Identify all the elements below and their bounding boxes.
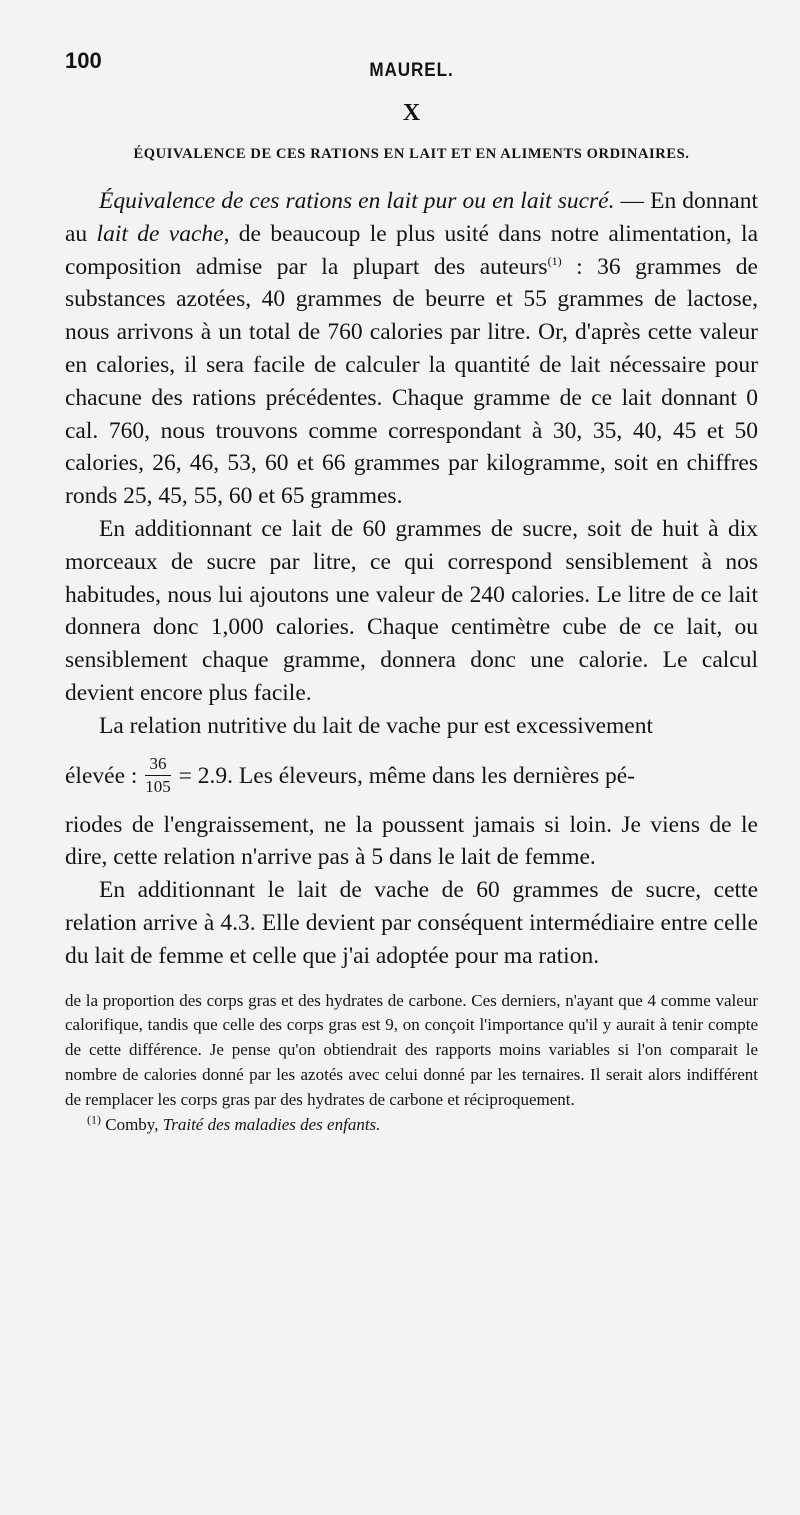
footnote-1-marker: (1) [87,1111,101,1126]
body-text [65,185,758,973]
text-span: — En donnant au [65,188,758,247]
chapter-number: X [402,100,421,126]
footnote-continuation: de la proportion des corps gras et des hydrates de carbone. Ces derniers, n'ayant que 4 comme valeur calorifique, tandis que celle des corps gras est 9, on conçoit l'importance qu'il y aurait à tenir compte de cette différence. Je pense qu'on obtiendrait des rapports moins variables si l'on comparait le nombre de calories donné par les azotés avec celui donné par les ternaires. Il serait alors indifférent de remplacer les corps gras par des hydrates de carbone et réciproquement. [65,990,758,1109]
text-span: élevée : [65,762,144,789]
paragraph-relation-sucre: En additionnant le lait de vache de 60 grammes de sucre, cette relation arrive à 4.3. Elle devient par conséquent intermédiaire entre celle du lait de femme et celle que j'ai adoptée pour ma ration. [65,877,758,969]
italic-lait-de-vache: lait de vache [96,220,224,247]
book-page [0,48,800,1515]
running-title: MAUREL. [369,60,454,81]
text-span: = 2.9. Les éleveurs, même dans les dernières pé- [172,762,635,789]
text-span: , de beaucoup le plus usité dans notre alimentation, la composition admise par la plupart des auteurs [65,220,759,280]
footnote-1 [65,1113,758,1138]
fraction-numerator: 36 [145,754,171,776]
footnote-marker[interactable]: (1) [547,253,562,268]
page-number: 100 [65,48,102,73]
paragraph-relation-fraction-line [65,743,758,809]
chapter-title: ÉQUIVALENCE DE CES RATIONS EN LAIT ET EN ALIMENTS ORDINAIRES. [133,146,690,162]
paragraph-relation-first-line: La relation nutritive du lait de vache pur est excessivement [99,712,654,739]
paragraph-lead-italic: Équivalence de ces rations en lait pur ou en lait sucré. [99,188,615,214]
fraction [145,754,171,797]
running-head [65,48,758,92]
paragraph-sucre: En additionnant ce lait de 60 grammes de sucre, soit de huit à dix morceaux de sucre par litre, ce qui correspond sensiblement à nos habitudes, nous lui ajoutons une valeur de 240 calories. Le litre de ce lait donnera donc 1,000 calories. Chaque centimètre cube de ce lait, ou sensiblement chaque gramme, donnera donc une calorie. Le calcul devient encore plus facile. [65,515,758,706]
paragraph-relation-rest: riodes de l'engraissement, ne la poussent jamais si loin. Je viens de le dire, cette relation n'arrive pas à 5 dans le lait de femme. [65,811,758,871]
footnote-1-author: Comby, [101,1114,163,1134]
text-span: : 36 grammes de substances azotées, 40 grammes de beurre et 55 grammes de lactose, nous arrivons à un total de 760 calories par litre. Or, d'après cette valeur en calories, il sera facile de calculer la quantité de lait nécessaire pour chacune des rations précédentes. Chaque gramme de ce lait donnant 0 cal. 760, nous trouvons comme correspondant à 30, 35, 40, 45 et 50 calories, 26, 46, 53, 60 et 66 grammes par kilogramme, soit en chiffres ronds 25, 45, 55, 60 et 65 grammes. [65,253,758,510]
paragraph-equivalence [65,185,758,513]
fraction-denominator: 105 [145,776,171,796]
footnote-1-title: Traité des maladies des enfants. [162,1114,381,1134]
footnotes [65,989,758,1138]
